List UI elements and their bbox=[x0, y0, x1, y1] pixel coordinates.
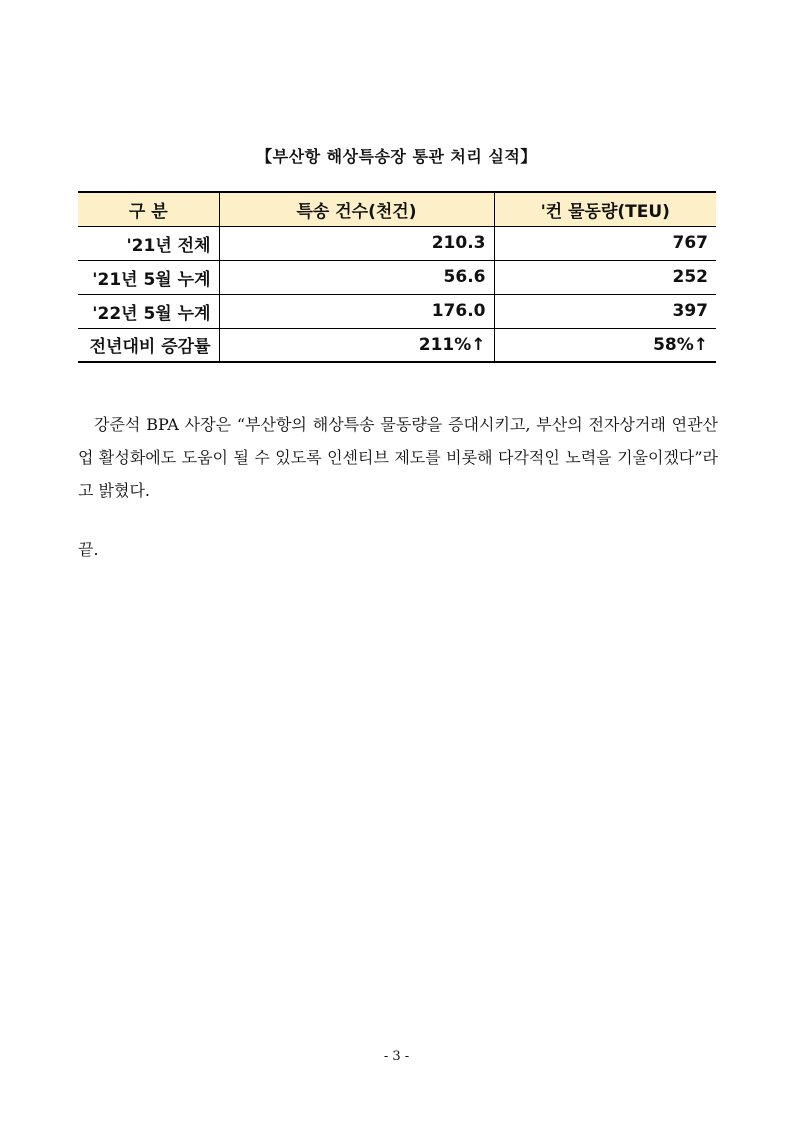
cell-container-teu: 397 bbox=[494, 294, 716, 328]
header-express-cases: 특송 건수(천건) bbox=[219, 192, 494, 226]
performance-table bbox=[78, 191, 716, 363]
end-mark: 끝. bbox=[78, 540, 99, 559]
cell-container-teu: 58%↑ bbox=[494, 328, 716, 362]
table-row bbox=[78, 294, 716, 328]
table-title: 【부산항 해상특송장 통관 처리 실적】 bbox=[256, 147, 537, 166]
cell-express-cases: 211%↑ bbox=[219, 328, 494, 362]
table-row bbox=[78, 328, 716, 362]
row-label: '22년 5월 누계 bbox=[78, 294, 219, 328]
cell-express-cases: 176.0 bbox=[219, 294, 494, 328]
header-container-teu: '컨 물동량(TEU) bbox=[494, 192, 716, 226]
page-number: - 3 - bbox=[383, 1049, 410, 1064]
row-label: '21년 5월 누계 bbox=[78, 260, 219, 294]
table-row bbox=[78, 260, 716, 294]
row-label: '21년 전체 bbox=[78, 226, 219, 260]
cell-container-teu: 252 bbox=[494, 260, 716, 294]
table-header-row bbox=[78, 192, 716, 226]
row-label: 전년대비 증감률 bbox=[78, 328, 219, 362]
table-row bbox=[78, 226, 716, 260]
cell-express-cases: 210.3 bbox=[219, 226, 494, 260]
cell-container-teu: 767 bbox=[494, 226, 716, 260]
header-category: 구 분 bbox=[78, 192, 219, 226]
cell-express-cases: 56.6 bbox=[219, 260, 494, 294]
body-paragraph: 강준석 BPA 사장은 “부산항의 해상특송 물동량을 증대시키고, 부산의 전자상거래 연관산업 활성화에도 도움이 될 수 있도록 인센티브 제도를 비롯해 다각적인 노력을 기울이겠다”라고 밝혔다. bbox=[78, 415, 718, 500]
